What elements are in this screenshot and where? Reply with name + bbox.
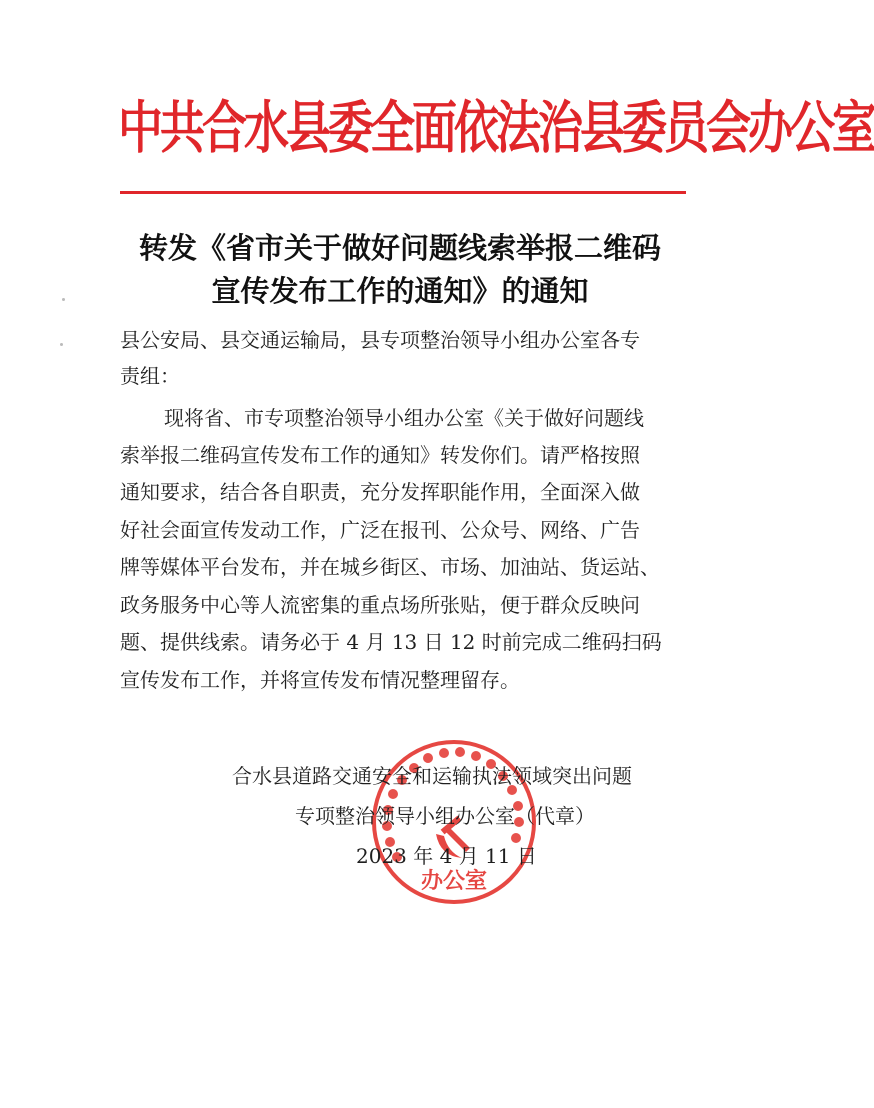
- signature-line-2: 专项整治领导小组办公室（代章）: [295, 804, 595, 828]
- signature-date: 2023 年 4 月 11 日: [356, 844, 537, 868]
- body-line-7: 题、提供线索。请务必于 4 月 13 日 12 时前完成二维码扫码: [120, 630, 662, 654]
- scan-speck: [60, 343, 63, 346]
- body-line-8: 宣传发布工作，并将宣传发布情况整理留存。: [120, 668, 520, 692]
- seal-bottom-text: 办公室: [420, 869, 488, 894]
- doc-title-line-1: 转发《省市关于做好问题线索举报二维码: [138, 231, 661, 265]
- recipients-line-2: 责组：: [120, 364, 180, 388]
- body-line-3: 通知要求，结合各自职责，充分发挥职能作用，全面深入做: [120, 480, 640, 504]
- body-line-2: 索举报二维码宣传发布工作的通知》转发你们。请严格按照: [120, 443, 640, 467]
- body-line-1: 现将省、市专项整治领导小组办公室《关于做好问题线: [164, 406, 644, 430]
- recipients-line-1: 县公安局、县交通运输局，县专项整治领导小组办公室各专: [120, 328, 640, 352]
- body-line-5: 牌等媒体平台发布，并在城乡街区、市场、加油站、货运站、: [120, 555, 660, 579]
- red-divider: [120, 191, 686, 194]
- org-masthead: 中共合水县委全面依法治县委员会办公室: [118, 94, 874, 161]
- body-line-6: 政务服务中心等人流密集的重点场所张贴，便于群众反映问: [120, 593, 640, 617]
- signature-line-1: 合水县道路交通安全和运输执法领域突出问题: [232, 764, 632, 788]
- doc-title-line-2: 宣传发布工作的通知》的通知: [211, 274, 589, 308]
- body-line-4: 好社会面宣传发动工作，广泛在报刊、公众号、网络、广告: [120, 518, 640, 542]
- scan-speck: [62, 298, 65, 301]
